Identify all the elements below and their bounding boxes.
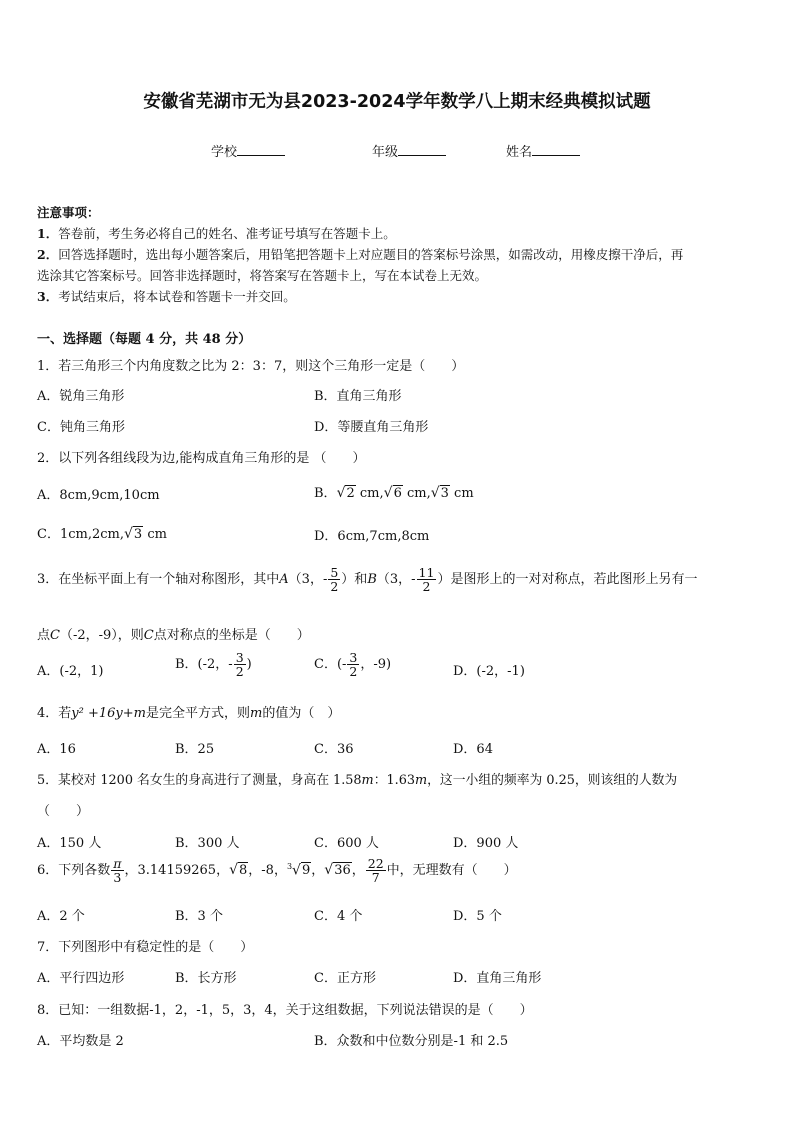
note-3-text: 考试结束后，将本试卷和答题卡一并交回。 [58, 289, 296, 304]
q3-option-a: A．(-2，1) [37, 664, 104, 679]
q6-option-a: A．2 个 [37, 909, 85, 924]
page-title: 安徽省芜湖市无为县2023-2024学年数学八上期末经典模拟试题 [143, 92, 651, 112]
q5-option-c: C．600 人 [314, 836, 379, 851]
q7-option-c: C．正方形 [314, 971, 376, 986]
q7-option-a: A．平行四边形 [37, 971, 125, 986]
section-heading: 一、选择题（每题 4 分，共 48 分） [37, 332, 252, 347]
fraction: $\frac{3}{2}$ [349, 650, 358, 680]
q2-option-c: C．1cm,2cm,√3 cm [37, 526, 167, 542]
note-2-text: 回答选择题时，选出每小题答案后，用铅笔把答题卡上对应题目的答案标号涂黑，如需改动，用橡皮擦干净后，再 [58, 247, 684, 262]
note-3 [37, 287, 296, 305]
school-blank [237, 143, 285, 156]
school-label: 学校 [211, 145, 238, 160]
name-field [506, 141, 580, 160]
q7-option-b: B．长方形 [175, 971, 237, 986]
name-label: 姓名 [506, 145, 533, 160]
cube-root-symbol: $^3$√9 [286, 861, 311, 879]
q3-option-b: B．(-2，- $\frac{3}{2}$ ) [175, 650, 252, 680]
sqrt-symbol: √3 [430, 485, 449, 501]
note-1-text: 答卷前，考生务必将自己的姓名、准考证号填写在答题卡上。 [58, 226, 396, 241]
q5-option-a: A．150 人 [37, 836, 102, 851]
sqrt-symbol: √3 [123, 526, 143, 542]
question-5: 5．某校对 1200 名女生的身高进行了测量，身高在 1.58m：1.63m，这一小组的频率为 0.25，则该组的人数为 [37, 773, 678, 788]
q8-option-a: A．平均数是 2 [37, 1034, 124, 1049]
question-3-cont: 点C（-2，-9），则C点对称点的坐标是（ ） [37, 628, 310, 643]
q2-option-d: D．6cm,7cm,8cm [314, 529, 430, 544]
q7-option-d: D．直角三角形 [453, 971, 542, 986]
sqrt-symbol: √36 [324, 862, 351, 879]
note-2-cont: 选涂其它答案标号。回答非选择题时，将答案写在答题卡上，写在本试卷上无效。 [37, 268, 488, 283]
fraction: $\frac{5}{2}$ [330, 565, 339, 595]
q6-option-c: C．4 个 [314, 909, 363, 924]
q4-option-b: B．25 [175, 742, 215, 757]
question-2: 2．以下列各组线段为边,能构成直角三角形的是 （ ） [37, 451, 366, 466]
grade-label: 年级 [372, 145, 399, 160]
question-6: 6．下列各数 $\frac{\pi}{3}$ ，3.14159265，√8，-8，$^3$√9，√36， $\frac{22}{7}$ 中，无理数有（ ） [37, 856, 517, 886]
sqrt-symbol: √2 [336, 485, 355, 501]
question-5-cont: （ ） [37, 804, 90, 819]
fraction: $\frac{\pi}{3}$ [113, 856, 122, 886]
q6-option-d: D．5 个 [453, 909, 502, 924]
sqrt-symbol: √6 [383, 485, 402, 501]
note-1-num: 1． [37, 226, 59, 241]
q1-option-a: A．锐角三角形 [37, 389, 125, 404]
question-3: 3．在坐标平面上有一个轴对称图形，其中A（3，- $\frac{5}{2}$ ）和B（3，- $\frac{11}{2}$ ）是图形上的一对对称点，若此图形上另有一 [37, 565, 698, 595]
q1-option-d: D．等腰直角三角形 [314, 420, 429, 435]
notes-heading: 注意事项： [37, 205, 100, 220]
school-field [211, 141, 285, 160]
q1-option-b: B．直角三角形 [314, 389, 402, 404]
fraction: $\frac{22}{7}$ [367, 856, 384, 886]
q2-option-b: B．√2 cm,√6 cm,√3 cm [314, 485, 474, 501]
q2-option-a: A．8cm,9cm,10cm [37, 488, 160, 503]
q5-option-b: B．300 人 [175, 836, 240, 851]
q8-option-b: B．众数和中位数分别是-1 和 2.5 [314, 1034, 509, 1049]
grade-blank [398, 143, 446, 156]
q3-option-c: C．(- $\frac{3}{2}$ ，-9) [314, 650, 392, 680]
grade-field [372, 141, 446, 160]
note-3-num: 3． [37, 289, 59, 304]
sqrt-symbol: √8 [229, 862, 248, 879]
fraction: $\frac{3}{2}$ [235, 650, 244, 680]
q4-option-d: D．64 [453, 742, 493, 757]
q1-option-c: C．钝角三角形 [37, 420, 125, 435]
q4-option-c: C．36 [314, 742, 354, 757]
name-blank [532, 143, 580, 156]
note-1 [37, 224, 396, 242]
note-2 [37, 245, 683, 263]
question-4: 4．若y² +16y+m是完全平方式，则m的值为（ ） [37, 706, 341, 721]
q6-option-b: B．3 个 [175, 909, 223, 924]
q5-option-d: D．900 人 [453, 836, 519, 851]
fraction: $\frac{11}{2}$ [418, 565, 435, 595]
question-1: 1．若三角形三个内角度数之比为 2：3：7，则这个三角形一定是（ ） [37, 359, 465, 374]
note-2-num: 2． [37, 247, 59, 262]
question-8: 8．已知：一组数据-1，2，-1，5，3，4，关于这组数据，下列说法错误的是（ ） [37, 1003, 533, 1018]
question-7: 7．下列图形中有稳定性的是（ ） [37, 940, 254, 955]
q3-option-d: D．(-2，-1) [453, 664, 525, 679]
q4-option-a: A．16 [37, 742, 76, 757]
